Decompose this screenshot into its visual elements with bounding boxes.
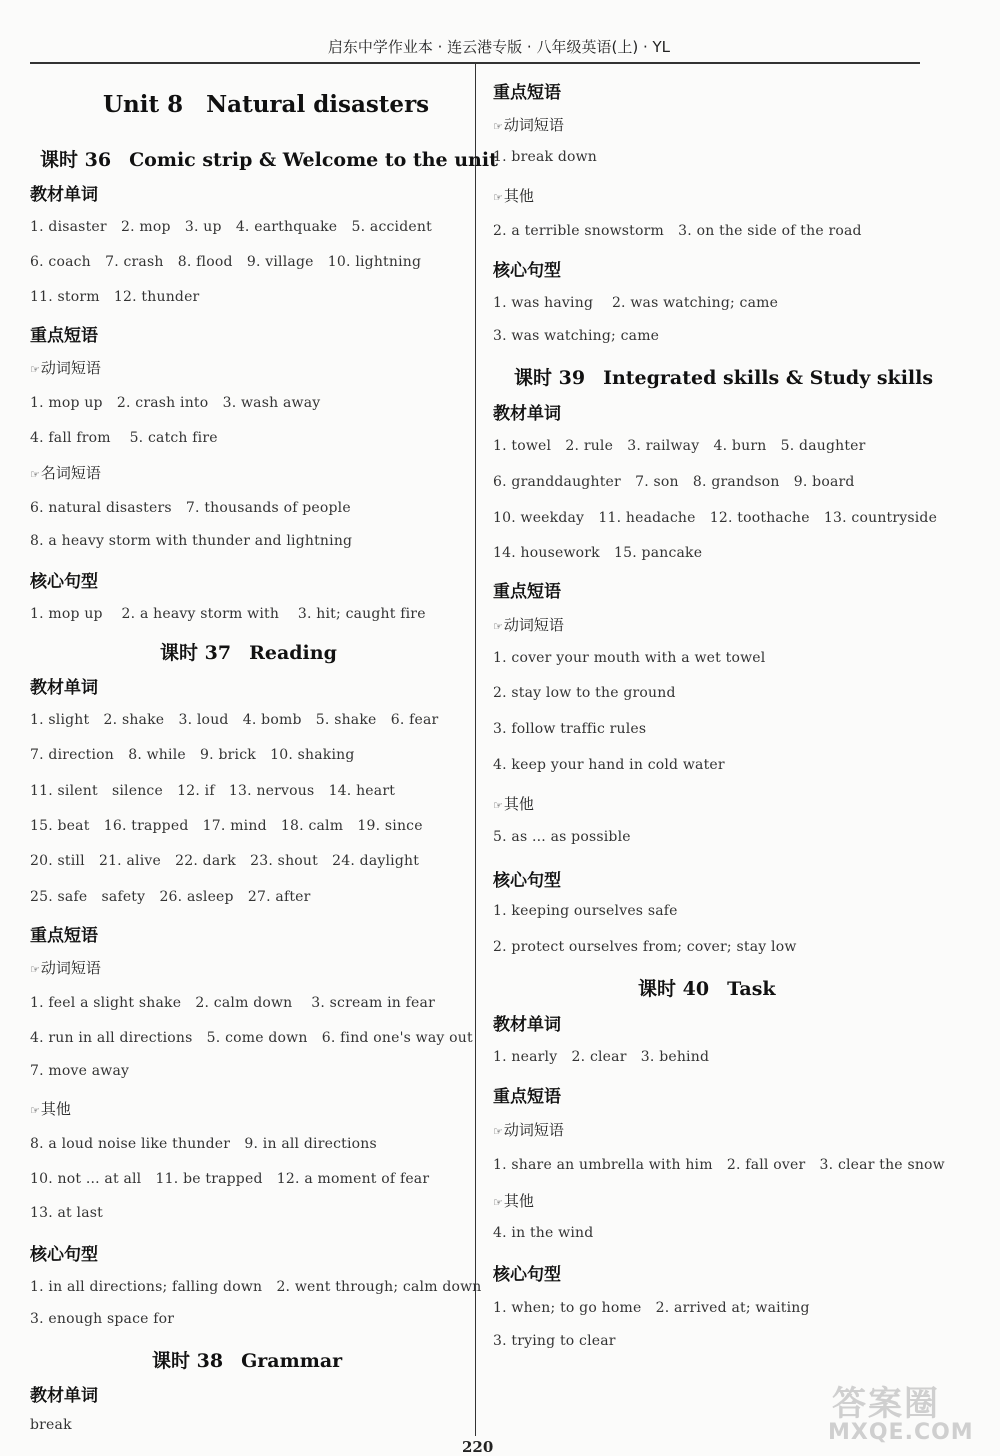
list-item: 1. in all directions; falling down 2. went through; calm down xyxy=(30,1279,482,1295)
list-item: 8. a loud noise like thunder 9. in all directions xyxy=(30,1136,377,1152)
pointing-hand-icon: ☞ xyxy=(30,963,39,976)
unit-title: Unit 8 Natural disasters xyxy=(103,91,430,118)
list-item: 6. coach 7. crash 8. flood 9. village 10. lightning xyxy=(30,254,422,270)
section-vocab: 教材单词 xyxy=(493,404,561,424)
section-vocab: 教材单词 xyxy=(30,678,98,698)
list-item: 25. safe safety 26. asleep 27. after xyxy=(30,889,311,905)
list-item: 1. when; to go home 2. arrived at; waiting xyxy=(493,1300,810,1316)
section-phrases: 重点短语 xyxy=(493,1087,561,1107)
pointing-hand-icon: ☞ xyxy=(30,1104,39,1117)
list-item: 4. run in all directions 5. come down 6. find one's way out xyxy=(30,1030,473,1046)
list-item: 1. mop up 2. crash into 3. wash away xyxy=(30,395,321,411)
lesson-number: 课时 39 xyxy=(514,367,586,389)
subsection-verb-phrases: ☞ 动词短语 xyxy=(30,359,101,377)
running-header xyxy=(30,34,920,64)
lesson-37-title xyxy=(160,638,337,665)
pointing-hand-icon: ☞ xyxy=(493,1125,502,1138)
section-vocab: 教材单词 xyxy=(30,185,98,205)
section-vocab: 教材单词 xyxy=(30,1386,98,1406)
subsection-verb-phrases: ☞ 动词短语 xyxy=(30,959,101,977)
list-item: 4. fall from 5. catch fire xyxy=(30,430,218,446)
list-item: 14. housework 15. pancake xyxy=(493,545,703,561)
pointing-hand-icon: ☞ xyxy=(493,799,502,812)
list-item: 7. direction 8. while 9. brick 10. shaking xyxy=(30,747,355,763)
section-sentences: 核心句型 xyxy=(493,1265,561,1285)
lesson-name: Task xyxy=(727,978,776,1000)
list-item: 1. slight 2. shake 3. loud 4. bomb 5. shake 6. fear xyxy=(30,712,439,728)
list-item: 1. disaster 2. mop 3. up 4. earthquake 5. accident xyxy=(30,219,432,235)
lesson-number: 课时 40 xyxy=(638,978,710,1000)
list-item: 3. enough space for xyxy=(30,1311,175,1327)
list-item: 6. natural disasters 7. thousands of people xyxy=(30,500,351,516)
list-item: 1. share an umbrella with him 2. fall over 3. clear the snow xyxy=(493,1157,945,1173)
pointing-hand-icon: ☞ xyxy=(493,120,502,133)
subsection-noun-phrases: ☞ 名词短语 xyxy=(30,464,101,482)
section-phrases: 重点短语 xyxy=(30,926,98,946)
lesson-number: 课时 37 xyxy=(160,642,232,664)
watermark-url: MXQE.COM xyxy=(828,1420,974,1445)
list-item: 3. trying to clear xyxy=(493,1333,616,1349)
subsection-verb-phrases: ☞ 动词短语 xyxy=(493,116,564,134)
lesson-name: Comic strip & Welcome to the unit xyxy=(129,149,498,171)
pointing-hand-icon: ☞ xyxy=(493,1196,502,1209)
list-item: 1. nearly 2. clear 3. behind xyxy=(493,1049,710,1065)
list-item: 2. protect ourselves from; cover; stay low xyxy=(493,939,797,955)
list-item: 2. a terrible snowstorm 3. on the side of the road xyxy=(493,223,862,239)
list-item: 11. silent silence 12. if 13. nervous 14. heart xyxy=(30,783,396,799)
list-item: 10. weekday 11. headache 12. toothache 13. countryside xyxy=(493,510,938,526)
list-item: 3. follow traffic rules xyxy=(493,721,647,737)
page-number: 220 xyxy=(462,1438,494,1456)
list-item: 7. move away xyxy=(30,1063,130,1079)
list-item: 10. not ... at all 11. be trapped 12. a moment of fear xyxy=(30,1171,430,1187)
lesson-number: 课时 38 xyxy=(152,1350,224,1372)
subsection-other: ☞ 其他 xyxy=(493,187,534,205)
subsection-verb-phrases: ☞ 动词短语 xyxy=(493,1121,564,1139)
list-item: 3. was watching; came xyxy=(493,328,660,344)
list-item: 1. mop up 2. a heavy storm with 3. hit; caught fire xyxy=(30,606,426,622)
section-sentences: 核心句型 xyxy=(493,871,561,891)
section-vocab: 教材单词 xyxy=(493,1015,561,1035)
list-item: 15. beat 16. trapped 17. mind 18. calm 19. since xyxy=(30,818,423,834)
header-title: 启东中学作业本 · 连云港专版 · 八年级英语(上) · YL xyxy=(327,38,670,56)
lesson-name: Grammar xyxy=(241,1350,343,1372)
list-item: 1. keeping ourselves safe xyxy=(493,903,678,919)
column-divider xyxy=(475,64,476,1436)
lesson-39-title xyxy=(514,363,933,390)
lesson-name: Integrated skills & Study skills xyxy=(603,367,934,389)
section-phrases: 重点短语 xyxy=(493,83,561,103)
section-sentences: 核心句型 xyxy=(30,1245,98,1265)
list-item: 4. keep your hand in cold water xyxy=(493,757,725,773)
list-item: 20. still 21. alive 22. dark 23. shout 24. daylight xyxy=(30,853,420,869)
subsection-other: ☞ 其他 xyxy=(493,1192,534,1210)
list-item: 1. was having 2. was watching; came xyxy=(493,295,779,311)
list-item: 11. storm 12. thunder xyxy=(30,289,200,305)
section-phrases: 重点短语 xyxy=(30,326,98,346)
lesson-number: 课时 36 xyxy=(40,149,112,171)
subsection-other: ☞ 其他 xyxy=(493,795,534,813)
pointing-hand-icon: ☞ xyxy=(30,363,39,376)
list-item: 1. break down xyxy=(493,149,598,165)
list-item: 1. feel a slight shake 2. calm down 3. scream in fear xyxy=(30,995,435,1011)
watermark-logo xyxy=(824,1376,994,1448)
lesson-38-title xyxy=(152,1346,342,1373)
list-item: 13. at last xyxy=(30,1205,103,1221)
subsection-other: ☞ 其他 xyxy=(30,1100,71,1118)
lesson-36-title xyxy=(40,145,498,172)
list-item: 1. cover your mouth with a wet towel xyxy=(493,650,766,666)
list-item: 1. towel 2. rule 3. railway 4. burn 5. daughter xyxy=(493,438,866,454)
lesson-40-title xyxy=(638,974,776,1001)
watermark-text: 答案圈 xyxy=(832,1384,940,1424)
list-item: 2. stay low to the ground xyxy=(493,685,676,701)
list-item: 4. in the wind xyxy=(493,1225,594,1241)
section-sentences: 核心句型 xyxy=(30,572,98,592)
list-item: 8. a heavy storm with thunder and lightning xyxy=(30,533,353,549)
section-phrases: 重点短语 xyxy=(493,582,561,602)
pointing-hand-icon: ☞ xyxy=(493,620,502,633)
list-item: break xyxy=(30,1417,72,1433)
section-sentences: 核心句型 xyxy=(493,261,561,281)
list-item: 6. granddaughter 7. son 8. grandson 9. board xyxy=(493,474,855,490)
pointing-hand-icon: ☞ xyxy=(30,468,39,481)
subsection-verb-phrases: ☞ 动词短语 xyxy=(493,616,564,634)
lesson-name: Reading xyxy=(249,642,337,664)
list-item: 5. as ... as possible xyxy=(493,829,631,845)
pointing-hand-icon: ☞ xyxy=(493,191,502,204)
